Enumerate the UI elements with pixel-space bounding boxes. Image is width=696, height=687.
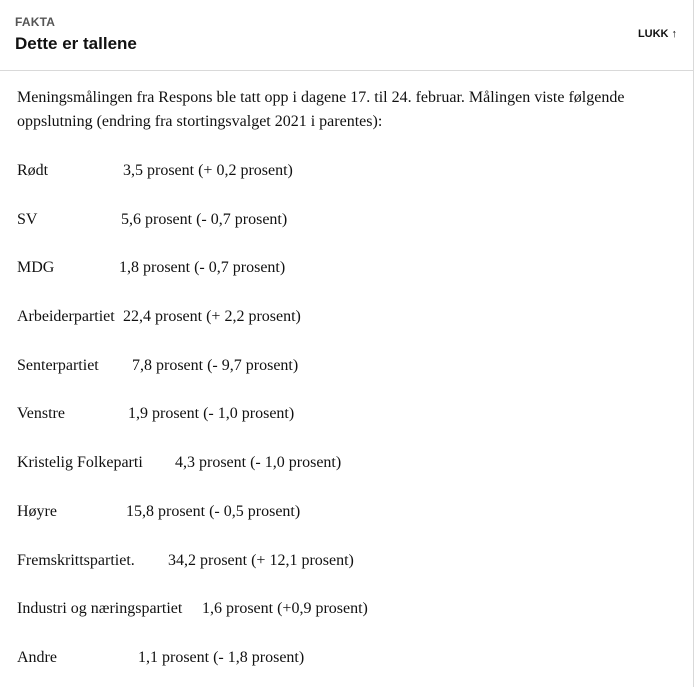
fact-box-kicker: FAKTA bbox=[15, 15, 56, 29]
close-label: LUKK bbox=[637, 28, 669, 40]
intro-text: Meningsmålingen fra Respons ble tatt opp i dagene 17. til 24. februar. Målingen viste følgende oppslutning (endring fra stortingsvalget 2021 i parentes): bbox=[17, 89, 625, 130]
party-result: 1,8 prosent (- 0,7 prosent) bbox=[119, 259, 286, 276]
party-name: Arbeiderpartiet bbox=[17, 308, 115, 325]
close-button[interactable] bbox=[638, 28, 677, 40]
party-name: Fremskrittspartiet. bbox=[17, 552, 135, 569]
party-name: Industri og næringspartiet bbox=[17, 600, 183, 617]
party-name: Senterpartiet bbox=[17, 357, 99, 374]
party-result: 22,4 prosent (+ 2,2 prosent) bbox=[123, 308, 301, 325]
party-name: Venstre bbox=[17, 405, 65, 422]
party-result: 5,6 prosent (- 0,7 prosent) bbox=[121, 211, 288, 228]
party-result: 7,8 prosent (- 9,7 prosent) bbox=[132, 357, 299, 374]
party-name: Rødt bbox=[17, 162, 49, 179]
party-name: Andre bbox=[17, 649, 57, 666]
party-result: 15,8 prosent (- 0,5 prosent) bbox=[126, 503, 301, 520]
party-result: 1,6 prosent (+0,9 prosent) bbox=[202, 600, 368, 617]
party-name: MDG bbox=[17, 259, 55, 276]
fact-box-header bbox=[0, 0, 693, 71]
party-result: 4,3 prosent (- 1,0 prosent) bbox=[175, 454, 342, 471]
party-result: 1,1 prosent (- 1,8 prosent) bbox=[138, 649, 305, 666]
party-result: 1,9 prosent (- 1,0 prosent) bbox=[128, 405, 295, 422]
fact-box-body bbox=[17, 86, 657, 666]
fact-box-title: Dette er tallene bbox=[15, 34, 137, 53]
party-result: 3,5 prosent (+ 0,2 prosent) bbox=[123, 162, 293, 179]
arrow-up-icon: ↑ bbox=[671, 28, 677, 40]
party-name: Kristelig Folkeparti bbox=[17, 454, 143, 471]
party-name: Høyre bbox=[17, 503, 57, 520]
party-result: 34,2 prosent (+ 12,1 prosent) bbox=[168, 552, 354, 569]
party-name: SV bbox=[17, 211, 38, 228]
